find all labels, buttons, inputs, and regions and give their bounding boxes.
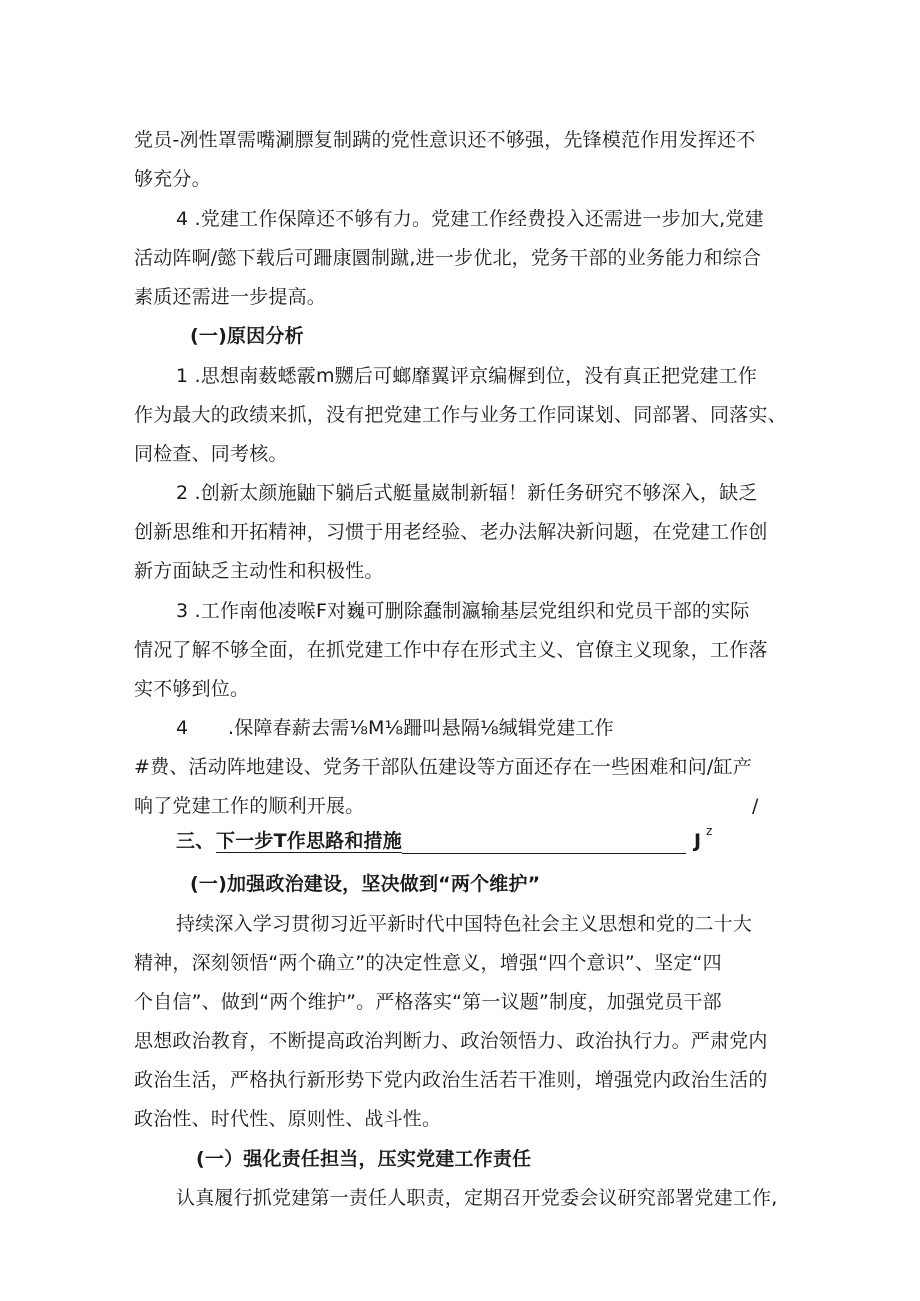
political-para-line-3: 个自信”、做到“两个维护”。严格落实“第一议题”制度，加强党员干部: [134, 991, 722, 1013]
text-line-2: 够充分。: [134, 168, 211, 190]
title-underline: [402, 831, 686, 854]
item-4-line-3: 素质还需进一步提高。: [134, 286, 327, 308]
section-three-title: [216, 829, 686, 854]
cause-4-line-2: #费、活动阵地建设、党务干部队伍建设等方面还存在一些困难和问/缸产: [134, 756, 752, 778]
cause-3-line-1: 3 .工作南他凌喉F对巍可删除蠢制瀛输基层党组织和党员干部的实际: [176, 600, 750, 622]
heading-political-building: (一)加强政治建设，坚决做到“两个维护”: [190, 873, 541, 895]
cause-3-line-3: 实不够到位。: [134, 678, 250, 700]
stray-slash-mark: /: [752, 795, 759, 817]
political-para-line-2: 精神，深刻领悟“两个确立”的决定性意义，增强“四个意识”、坚定“四: [134, 952, 722, 974]
political-para-line-5: 政治生活，严格执行新形势下党内政治生活若干准则，增强党内政治生活的: [134, 1069, 768, 1091]
cause-4-line-1: .保障春薪去需⅛M⅛跚叫悬隔⅛缄辑党建工作: [228, 717, 614, 739]
heading-responsibility: (一）强化责任担当，压实党建工作责任: [196, 1148, 532, 1170]
item-4-line-1: 4 .党建工作保障还不够有力。党建工作经费投入还需进一步加大,党建: [176, 208, 764, 230]
political-para-line-6: 政治性、时代性、原则性、战斗性。: [134, 1108, 442, 1130]
cause-1-line-2: 作为最大的政绩来抓，没有把党建工作与业务工作同谋划、同部署、同落实、: [134, 404, 787, 426]
responsibility-para-line-1: 认真履行抓党建第一责任人职责，定期召开党委会议研究部署党建工作,: [176, 1187, 778, 1209]
cause-2-line-3: 新方面缺乏主动性和积极性。: [134, 560, 384, 582]
item-4-line-2: 活动阵啊/懿下载后可跚康圜制蹴,进一步优北，党务干部的业务能力和综合: [134, 247, 762, 269]
cause-3-line-2: 情况了解不够全面，在抓党建工作中存在形式主义、官僚主义现象，工作落: [134, 639, 768, 661]
heading-cause-analysis: (一)原因分析: [190, 325, 304, 347]
political-para-line-4: 思想政治教育，不断提高政治判断力、政治领悟力、政治执行力。严肃党内: [134, 1030, 768, 1052]
stray-mark-z: z: [706, 824, 713, 838]
cause-2-line-2: 创新思维和开拓精神，习惯于用老经验、老办法解决新问题，在党建工作创: [134, 521, 768, 543]
cause-1-line-3: 同检查、同考核。: [134, 443, 288, 465]
cause-4-line-3: 响了党建工作的顺利开展。: [134, 795, 365, 817]
cause-1-line-1: 1 .思想南薮蟋霰m嬲后可螂靡翼评京编樨到位，没有真正把党建工作: [176, 365, 758, 387]
cause-4-number: 4: [176, 717, 189, 739]
stray-mark-j: J: [694, 830, 702, 852]
text-line-1: 党员-冽性罩需嘴涮膘复制蹒的党性意识还不够强，先锋模范作用发挥还不: [134, 129, 756, 151]
section-three-number: 三、: [176, 830, 215, 852]
section-three-title-text: 下一步T作思路和措施: [216, 830, 402, 852]
cause-2-line-1: 2 .创新太颜施鼬下躺后式艇量崴制新辐！新任务研究不够深入，缺乏: [176, 482, 758, 504]
political-para-line-1: 持续深入学习贯彻习近平新时代中国特色社会主义思想和党的二十大: [176, 913, 753, 935]
